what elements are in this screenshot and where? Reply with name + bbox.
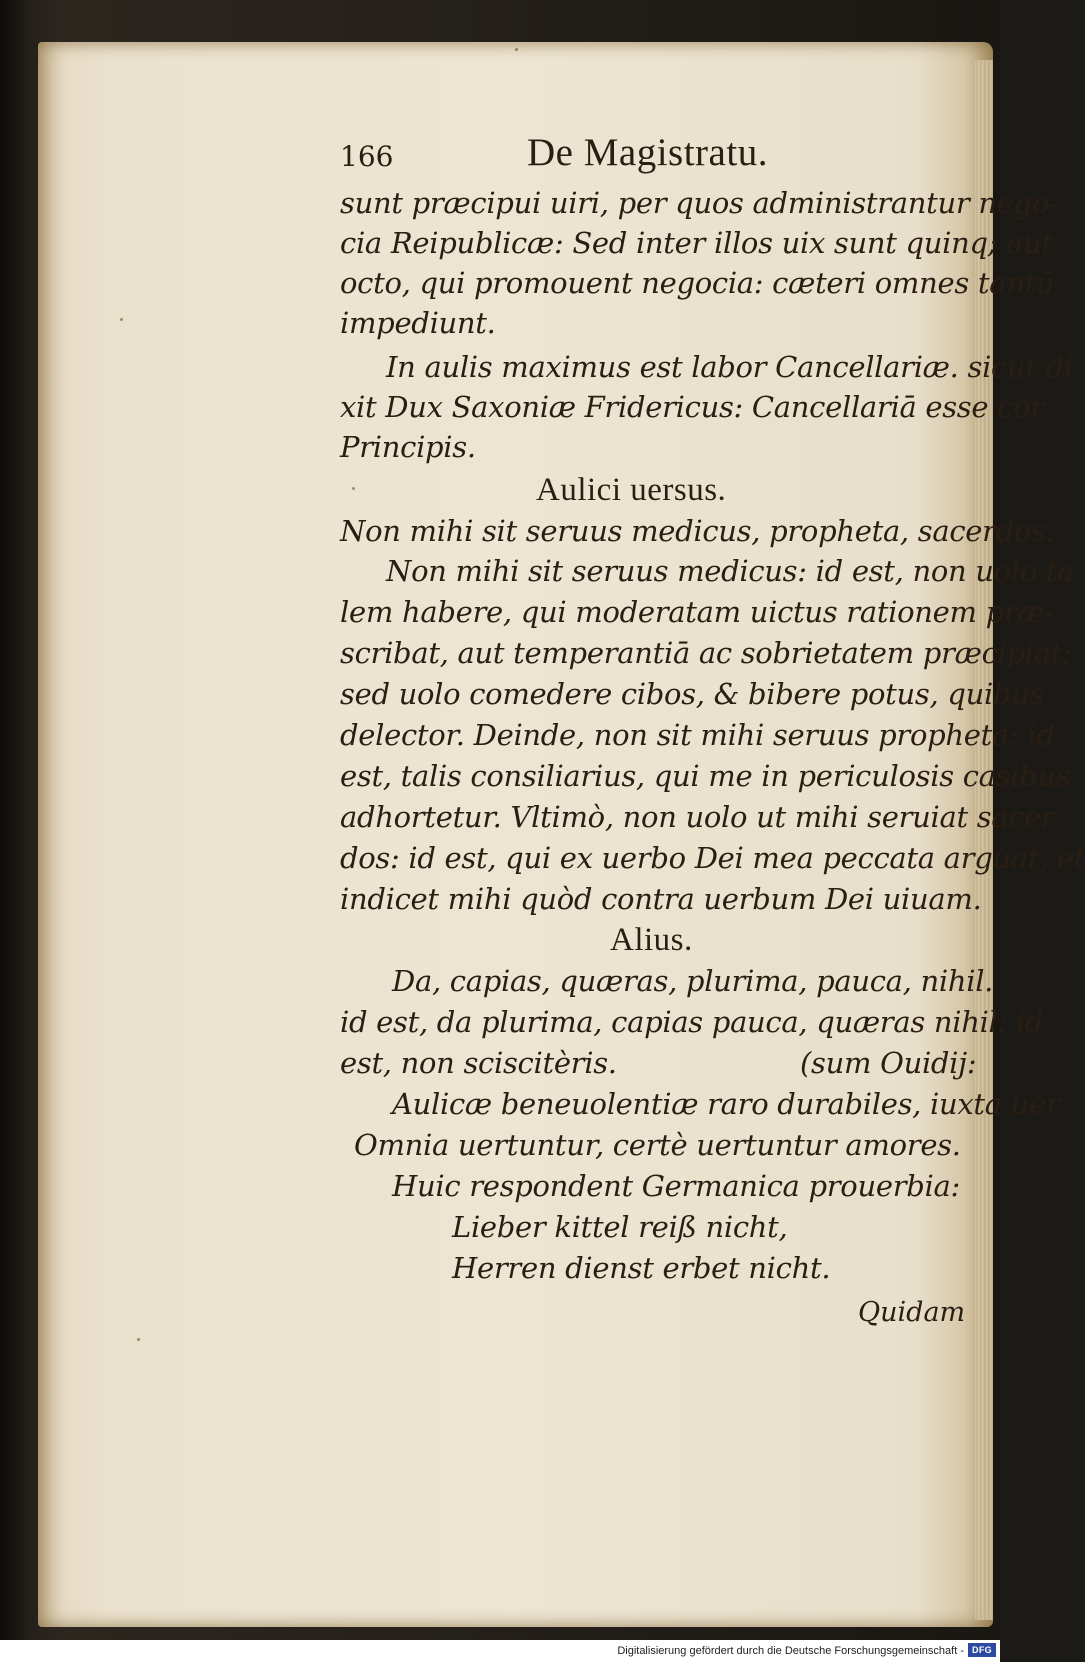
text-line: Aulicæ beneuolentiæ raro durabiles, iuxta uer (392, 1087, 1060, 1121)
text-line: delector. Deinde, non sit mihi seruus propheta: id (340, 718, 1055, 752)
text-line: lem habere, qui moderatam uictus rationem præ- (340, 595, 1054, 629)
proverb-line: Lieber kittel reiß nicht, (452, 1210, 788, 1244)
dfg-logo-icon: DFG (968, 1643, 996, 1657)
section-heading: Alius. (610, 922, 693, 958)
text-line: sunt præcipui uiri, per quos administrantur nego- (340, 186, 1059, 220)
catchword: Quidam (858, 1297, 966, 1328)
section-heading: Aulici uersus. (536, 472, 727, 508)
text-line: Principis. (340, 430, 476, 464)
text-line: cia Reipublicæ: Sed inter illos uix sunt quinq; aut (340, 226, 1053, 260)
text-line: (sum Ouidij: (800, 1046, 977, 1080)
verse-line: Da, capias, quæras, plurima, pauca, nihil. (392, 964, 994, 998)
footer-credit: Digitalisierung gefördert durch die Deutsche Forschungsgemeinschaft - (617, 1645, 964, 1657)
proverb-line: Herren dienst erbet nicht. (452, 1251, 831, 1285)
text-line: xit Dux Saxoniæ Fridericus: Cancellariā esse cor (340, 390, 1044, 424)
text-line: scribat, aut temperantiā ac sobrietatem præcipiat: (340, 636, 1072, 670)
text-line: id est, da plurima, capias pauca, quæras nihil: id (340, 1005, 1044, 1039)
text-line: sed uolo comedere cibos, & bibere potus, quibus (340, 677, 1045, 711)
text-line: Huic respondent Germanica prouerbia: (392, 1169, 960, 1203)
text-line: In aulis maximus est labor Cancellariæ. sicut di (386, 350, 1073, 384)
text-line: Non mihi sit seruus medicus: id est, non uolo ta (386, 554, 1075, 588)
text-line: est, non sciscitèris. (340, 1046, 617, 1080)
text-line: impediunt. (340, 306, 496, 340)
page-number: 166 (340, 140, 394, 173)
text-line: indicet mihi quòd contra uerbum Dei uiuam. (340, 882, 982, 916)
verse-line: Non mihi sit seruus medicus, propheta, sacerdos. (340, 514, 1055, 548)
text-line: est, talis consiliarius, qui me in periculosis casibus (340, 759, 1071, 793)
text-line: adhortetur. Vltimò, non uolo ut mihi seruiat sacer (340, 800, 1055, 834)
text-line: dos: id est, qui ex uerbo Dei mea peccata arguat, et (340, 841, 1085, 875)
running-title: De Magistratu. (527, 131, 768, 174)
verse-line: Omnia uertuntur, certè uertuntur amores. (354, 1128, 961, 1162)
text-line: octo, qui promouent negocia: cæteri omnes tantū (340, 266, 1055, 300)
